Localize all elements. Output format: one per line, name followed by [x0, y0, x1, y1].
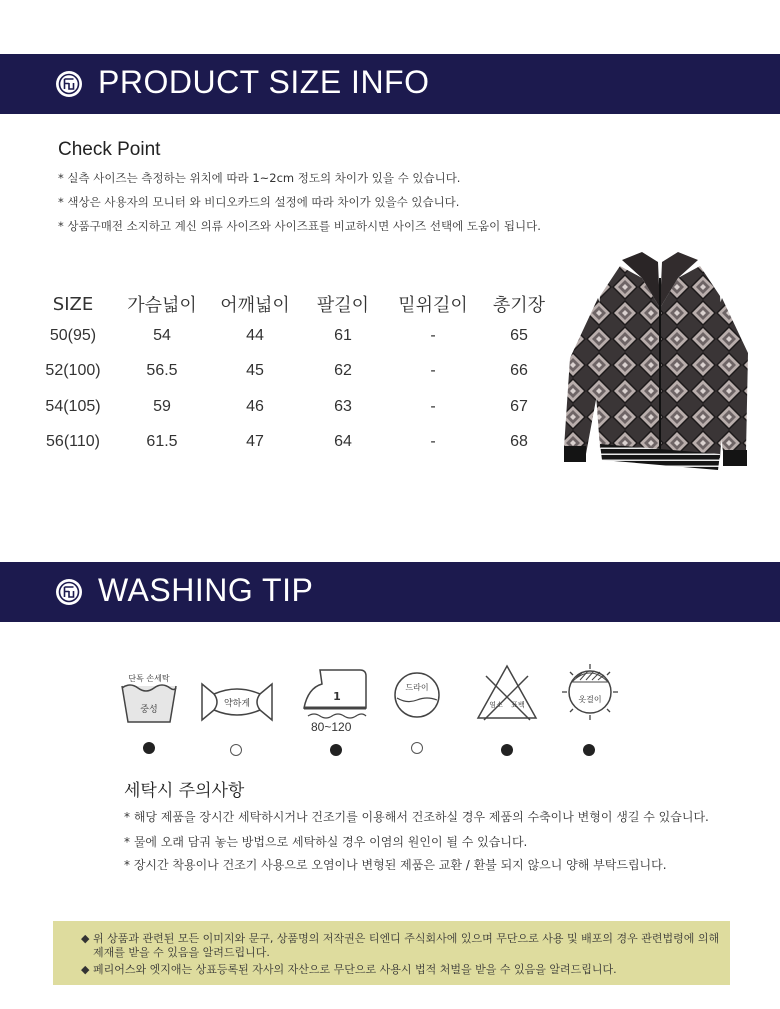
caution-note: * 물에 오래 담궈 놓는 방법으로 세탁하실 경우 이염의 원인이 될 수 있습니다.: [124, 835, 528, 849]
header-chest: 가슴넓이: [127, 295, 197, 316]
table-cell: 67: [510, 397, 528, 415]
header-sleeve: 팔길이: [316, 295, 370, 316]
iron-icon: [300, 666, 372, 724]
table-cell: 68: [510, 433, 528, 451]
table-cell: 52(100): [45, 362, 101, 380]
table-row: [30, 425, 556, 461]
washing-tip-title: WASHING TIP: [98, 572, 314, 608]
bleach-left-label: 염소: [489, 701, 503, 709]
copyright-footer: [53, 921, 730, 985]
table-cell: 45: [246, 362, 264, 380]
wring-indicator: [230, 744, 242, 756]
table-cell: 66: [510, 362, 528, 380]
iron-temperature: 80~120: [311, 720, 352, 734]
table-row: [30, 354, 556, 390]
table-cell: -: [430, 397, 436, 415]
size-info-title: PRODUCT SIZE INFO: [98, 64, 430, 100]
footer-line: ◆ 위 상품과 관련된 모든 이미지와 문구, 상품명의 저작권은 티엔디 주식회사에 있으며 무단으로 사용 및 배포의 경우 관련법령에 의해: [81, 932, 720, 945]
sun-label: 옷걸이: [578, 695, 602, 704]
wring-label: 약하게: [223, 699, 251, 709]
caution-note: * 장시간 착용이나 건조기 사용으로 오염이나 변형된 제품은 교환 / 환불 되지 않으니 양해 부탁드립니다.: [124, 858, 667, 872]
check-point-title: Check Point: [58, 139, 161, 160]
table-cell: 64: [334, 433, 352, 451]
caution-title: 세탁시 주의사항: [124, 781, 245, 801]
table-cell: 54(105): [45, 397, 101, 415]
table-cell: 54: [153, 326, 171, 344]
header-size: SIZE: [52, 293, 94, 315]
hang-dry-icon: [560, 662, 620, 722]
brand-logo-icon: [56, 71, 82, 97]
dry-label: 드라이: [405, 683, 429, 692]
header-shoulder: 어깨넓이: [220, 295, 290, 316]
dry-clean-icon: [392, 670, 442, 720]
size-table-header: [30, 290, 556, 318]
table-cell: 61.5: [146, 433, 178, 451]
hand-wash-top-label: 단독 손세탁: [128, 674, 170, 683]
dry-indicator: [411, 742, 423, 754]
table-cell: 50(95): [49, 326, 97, 344]
iron-number: 1: [333, 690, 341, 703]
check-note: * 실측 사이즈는 측정하는 위치에 따라 1~2cm 정도의 차이가 있을 수 있습니다.: [58, 171, 461, 185]
hand-wash-bottom-label: 중성: [140, 705, 158, 715]
washing-tip-banner: [0, 562, 780, 622]
table-cell: 56(110): [46, 433, 100, 451]
table-cell: -: [430, 433, 436, 451]
table-cell: 56.5: [146, 362, 178, 380]
hand-wash-indicator: [143, 742, 155, 754]
hand-wash-icon: [118, 668, 180, 726]
table-cell: 59: [153, 397, 171, 415]
table-cell: -: [430, 326, 436, 344]
table-cell: 63: [334, 397, 352, 415]
size-table: [30, 290, 556, 460]
bleach-right-label: 표백: [511, 701, 525, 709]
caution-note: * 해당 제품을 장시간 세탁하시거나 건조기를 이용해서 건조하실 경우 제품의 수축이나 변형이 생길 수 있습니다.: [124, 810, 709, 824]
table-cell: 47: [246, 433, 264, 451]
table-cell: 65: [510, 326, 528, 344]
iron-indicator: [330, 744, 342, 756]
footer-line: ◆ 페리어스와 엣지애는 상표등록된 자사의 자산으로 무단으로 사용시 법적 처벌을 받을 수 있음을 알려드립니다.: [81, 963, 617, 976]
check-note: * 색상은 사용자의 모니터 와 비디오카드의 설정에 따라 차이가 있을수 있습니다.: [58, 195, 460, 209]
gentle-wring-icon: [198, 680, 276, 724]
product-jacket-image: [560, 248, 760, 488]
table-cell: 46: [246, 397, 264, 415]
header-rise: 밑위길이: [398, 295, 468, 316]
table-row: [30, 389, 556, 425]
table-cell: 44: [246, 326, 264, 344]
sun-indicator: [583, 744, 595, 756]
no-bleach-icon: [474, 662, 540, 722]
size-info-banner: [0, 54, 780, 114]
table-cell: 62: [334, 362, 352, 380]
table-cell: -: [430, 362, 436, 380]
table-cell: 61: [334, 326, 352, 344]
footer-line: 제재를 받을 수 있음을 알려드립니다.: [93, 946, 270, 959]
header-length: 총기장: [492, 295, 546, 316]
bleach-indicator: [501, 744, 513, 756]
table-row: [30, 318, 556, 354]
brand-logo-icon: [56, 579, 82, 605]
check-note: * 상품구매전 소지하고 계신 의류 사이즈와 사이즈표를 비교하시면 사이즈 선택에 도움이 됩니다.: [58, 219, 541, 233]
